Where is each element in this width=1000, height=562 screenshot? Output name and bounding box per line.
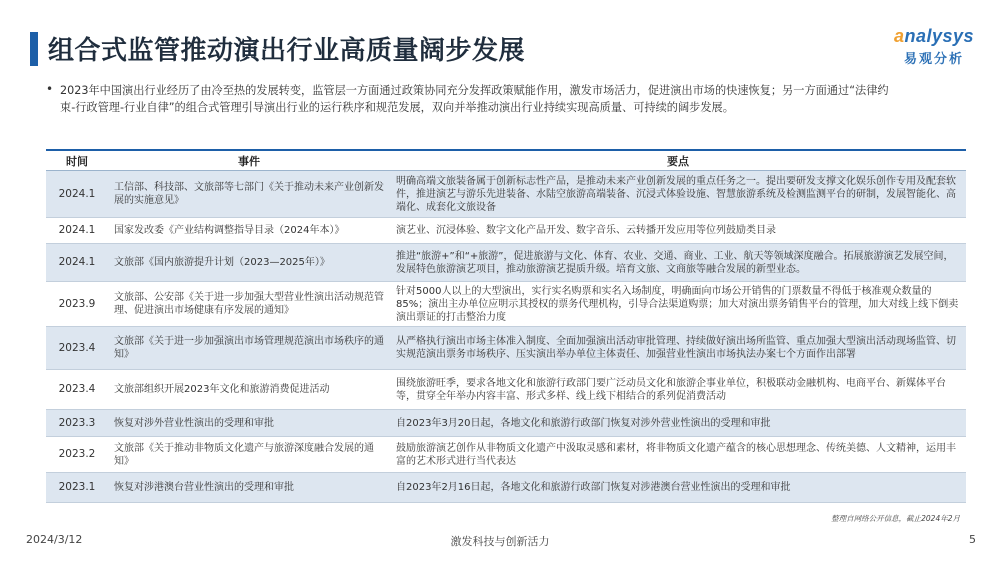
table-header-row — [46, 150, 966, 171]
row-time: 2023.9 — [46, 282, 108, 327]
row-event: 国家发改委《产业结构调整指导目录（2024年本）》 — [108, 218, 390, 244]
bullet-icon: • — [46, 82, 54, 96]
row-time: 2024.1 — [46, 244, 108, 282]
row-event: 恢复对涉港澳台营业性演出的受理和审批 — [108, 473, 390, 503]
table-row — [46, 282, 966, 327]
row-time: 2024.1 — [46, 218, 108, 244]
table-row — [46, 473, 966, 503]
logo-wordmark — [886, 26, 982, 47]
table-row — [46, 410, 966, 437]
row-time: 2023.4 — [46, 370, 108, 410]
row-event: 文旅部《国内旅游提升计划（2023—2025年）》 — [108, 244, 390, 282]
row-time: 2023.2 — [46, 437, 108, 473]
footer-slogan: 激发科技与创新活力 — [450, 535, 550, 548]
row-point: 明确高端文旅装备属于创新标志性产品，是推动未来产业创新发展的重点任务之一。提出要研发支撑文化娱乐创作专用及配套软件，推进演艺与游乐先进装备、水陆空旅游高端装备、沉浸式体验设施、智慧旅游系统及检测监测平台的研制，发展智能化、高端化、成套化文旅设备 — [390, 171, 966, 218]
source-footnote: 整理自网络公开信息，截止2024年2月 — [831, 514, 960, 523]
row-event: 工信部、科技部、文旅部等七部门《关于推动未来产业创新发展的实施意见》 — [108, 171, 390, 218]
policy-table — [46, 149, 966, 503]
row-time: 2024.1 — [46, 171, 108, 218]
header-event: 事件 — [108, 150, 390, 171]
row-point: 演艺业、沉浸体验、数字文化产品开发、数字音乐、云转播开发应用等位列鼓励类目录 — [390, 218, 966, 244]
table-row — [46, 437, 966, 473]
header-point: 要点 — [390, 150, 966, 171]
page-title: 组合式监管推动演出行业高质量阔步发展 — [48, 36, 526, 66]
footer-date: 2024/3/12 — [26, 533, 83, 546]
logo-chinese: 易观分析 — [903, 52, 964, 67]
table-row — [46, 171, 966, 218]
header-time: 时间 — [46, 150, 108, 171]
title-accent-bar — [30, 32, 38, 66]
table-row — [46, 244, 966, 282]
row-event: 文旅部组织开展2023年文化和旅游消费促进活动 — [108, 370, 390, 410]
row-time: 2023.3 — [46, 410, 108, 437]
row-time: 2023.1 — [46, 473, 108, 503]
table-row — [46, 218, 966, 244]
row-point: 自2023年3月20日起，各地文化和旅游行政部门恢复对涉外营业性演出的受理和审批 — [390, 410, 966, 437]
row-event: 文旅部《关于推动非物质文化遗产与旅游深度融合发展的通知》 — [108, 437, 390, 473]
row-event: 恢复对涉外营业性演出的受理和审批 — [108, 410, 390, 437]
analysys-logo — [886, 26, 982, 67]
row-point: 鼓励旅游演艺创作从非物质文化遗产中汲取灵感和素材，将非物质文化遗产蕴含的核心思想理念、传统美德、人文精神，运用丰富的艺术形式进行当代表达 — [390, 437, 966, 473]
intro-paragraph: 2023年中国演出行业经历了由冷至热的发展转变，监管层一方面通过政策协同充分发挥政策赋能作用，激发市场活力，促进演出市场的快速恢复；另一方面通过“法律约束-行政管理-行业自律”的组合式管理引导演出行业的运行秩序和规范发展，双向并举推动演出行业持续实现高质量、可持续的阔步发展。 — [60, 84, 889, 114]
row-point: 自2023年2月16日起，各地文化和旅游行政部门恢复对涉港澳台营业性演出的受理和审批 — [390, 473, 966, 503]
row-point: 从严格执行演出市场主体准入制度、全面加强演出活动审批管理、持续做好演出场所监管、重点加强大型演出活动现场监管、切实规范演出票务市场秩序、压实演出举办单位主体责任、加强营业性演出市场执法办案七个方面作出部署 — [390, 327, 966, 370]
row-time: 2023.4 — [46, 327, 108, 370]
table-row — [46, 370, 966, 410]
row-event: 文旅部《关于进一步加强演出市场管理规范演出市场秩序的通知》 — [108, 327, 390, 370]
table-row — [46, 327, 966, 370]
row-point: 推进“旅游+”和“+旅游”，促进旅游与文化、体育、农业、交通、商业、工业、航天等领域深度融合。拓展旅游演艺发展空间，发展特色旅游演艺项目，推动旅游演艺提质升级。培育文旅、文商旅等融合发展的新型业态。 — [390, 244, 966, 282]
logo-letters: nalysys — [904, 26, 975, 46]
logo-letter-a: a — [893, 26, 905, 46]
row-point: 针对5000人以上的大型演出，实行实名购票和实名入场制度，明确面向市场公开销售的门票数量不得低于核准观众数量的85%；演出主办单位应明示其授权的票务代理机构，引导合法渠道购票；加大对演出票务销售平台的管理，加大对线上线下倒卖演出票证的打击整治力度 — [390, 282, 966, 327]
row-event: 文旅部、公安部《关于进一步加强大型营业性演出活动规范管理、促进演出市场健康有序发展的通知》 — [108, 282, 390, 327]
row-point: 围绕旅游旺季，要求各地文化和旅游行政部门要广泛动员文化和旅游企事业单位，积极联动金融机构、电商平台、新媒体平台等，贯穿全年举办内容丰富、形式多样、线上线下相结合的系列促消费活动 — [390, 370, 966, 410]
page-number: 5 — [969, 533, 976, 546]
